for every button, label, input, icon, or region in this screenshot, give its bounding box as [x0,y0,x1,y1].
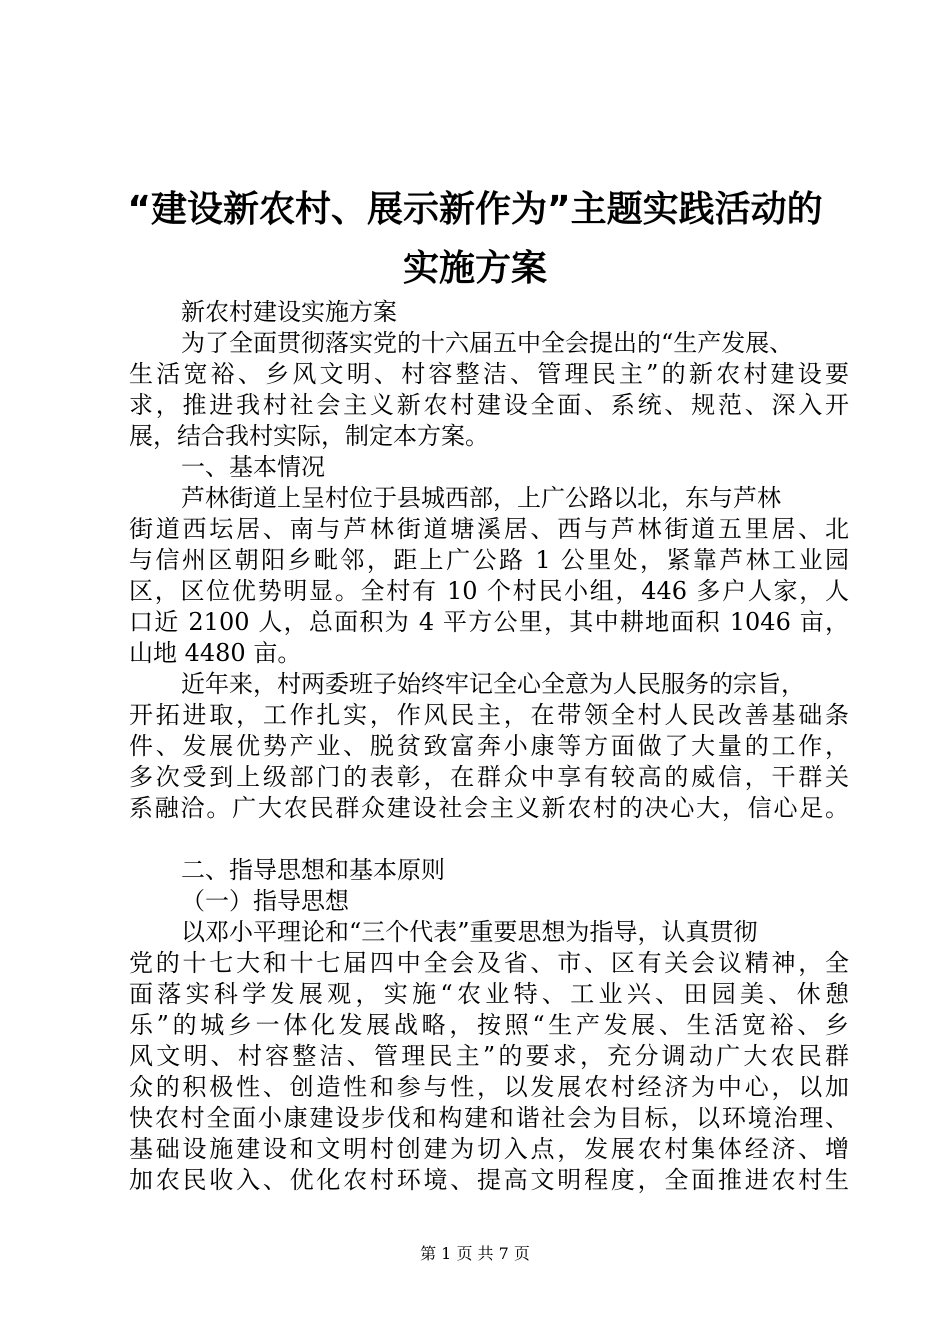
body-text-line: 乐”的城乡一体化发展战略，按照“生产发展、生活宽裕、乡 [129,1011,849,1039]
page-footer: 第 1 页 共 7 页 [420,1244,530,1263]
body-text-line: 党的十七大和十七届四中全会及省、市、区有关会议精神，全 [129,949,849,977]
body-text-line: 开拓进取，工作扎实，作风民主，在带领全村人民改善基础条 [129,701,849,729]
document-body [129,297,849,1196]
body-text-line: 面落实科学发展观，实施“农业特、工业兴、田园美、休憩 [129,980,849,1008]
body-text-line: 区，区位优势明显。全村有 10 个村民小组，446 多户人家，人 [129,577,849,605]
document-title-line-1: “建设新农村、展示新作为”主题实践活动的 [127,189,823,230]
body-text-line: 加农民收入、优化农村环境、提高文明程度，全面推进农村生 [129,1166,849,1194]
body-text-line: 件、发展优势产业、脱贫致富奔小康等方面做了大量的工作， [129,732,849,760]
body-text-line: 众的积极性、创造性和参与性，以发展农村经济为中心，以加 [129,1073,849,1101]
body-text-line: 与信州区朝阳乡毗邻，距上广公路 1 公里处，紧靠芦林工业园 [129,546,849,574]
body-text-line: 生活宽裕、乡风文明、村容整洁、管理民主”的新农村建设要 [129,360,849,388]
body-text-line: 一、基本情况 [181,453,325,481]
body-text-line: 快农村全面小康建设步伐和构建和谐社会为目标，以环境治理、 [129,1104,849,1132]
body-text-line: 山地 4480 亩。 [129,639,302,667]
document-title-line-2: 实施方案 [402,248,547,289]
body-text-line: 系融洽。广大农民群众建设社会主义新农村的决心大，信心足。 [129,794,849,822]
body-text-line: 以邓小平理论和“三个代表”重要思想为指导，认真贯彻 [181,918,758,946]
body-text-line: 二、指导思想和基本原则 [181,856,445,884]
body-text-line: 近年来，村两委班子始终牢记全心全意为人民服务的宗旨， [181,670,805,698]
body-text-line: 展，结合我村实际，制定本方案。 [129,422,489,450]
body-text-line: 街道西坛居、南与芦林街道塘溪居、西与芦林街道五里居、北 [129,515,849,543]
body-text-line: 为了全面贯彻落实党的十六届五中全会提出的“生产发展、 [181,329,794,357]
body-text-line: （一）指导思想 [181,887,349,915]
body-text-line: 求，推进我村社会主义新农村建设全面、系统、规范、深入开 [129,391,849,419]
body-text-line: 新农村建设实施方案 [181,298,397,326]
body-text-line: 口近 2100 人，总面积为 4 平方公里，其中耕地面积 1046 亩， [129,608,849,636]
body-text-line: 芦林街道上呈村位于县城西部，上广公路以北，东与芦林 [181,484,781,512]
body-text-line: 多次受到上级部门的表彰，在群众中享有较高的威信，干群关 [129,763,849,791]
body-text-line: 基础设施建设和文明村创建为切入点，发展农村集体经济、增 [129,1135,849,1163]
body-text-line: 风文明、村容整洁、管理民主”的要求，充分调动广大农民群 [129,1042,849,1070]
paragraph-gap [129,824,849,855]
